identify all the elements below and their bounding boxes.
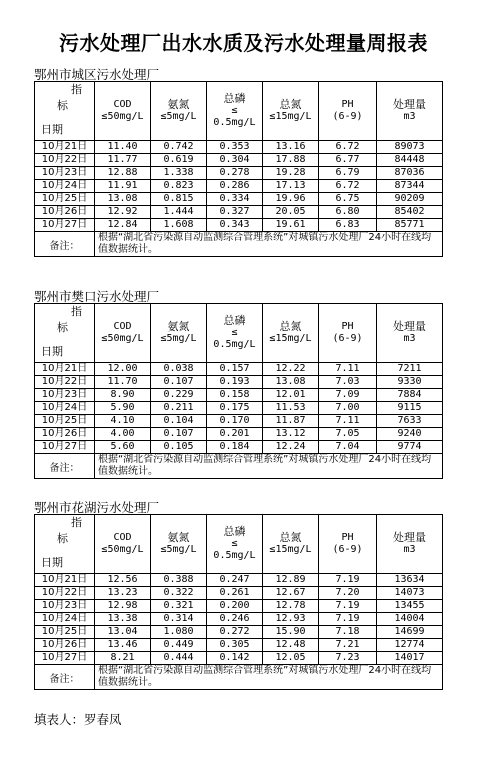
cell-total-nitrogen: 17.13 bbox=[263, 180, 319, 193]
cell-total-nitrogen: 17.88 bbox=[263, 154, 319, 167]
cell-ph: 7.09 bbox=[319, 389, 377, 402]
cell-volume: 14073 bbox=[377, 587, 443, 600]
table-row bbox=[35, 206, 443, 219]
cell-date: 10月23日 bbox=[35, 600, 95, 613]
header-line: COD bbox=[113, 321, 132, 332]
cell-ph: 7.19 bbox=[319, 600, 377, 613]
cell-cod: 13.38 bbox=[95, 613, 151, 626]
cell-total-nitrogen: 19.28 bbox=[263, 167, 319, 180]
cell-total-phosphorus: 0.304 bbox=[207, 154, 263, 167]
note-row bbox=[35, 665, 443, 690]
cell-date: 10月27日 bbox=[35, 652, 95, 665]
header-corner-label: 标 bbox=[57, 532, 68, 545]
cell-total-phosphorus: 0.272 bbox=[207, 626, 263, 639]
header-line: 处理量 bbox=[393, 98, 426, 111]
table-header-row bbox=[35, 515, 443, 574]
cell-volume: 7884 bbox=[377, 389, 443, 402]
cell-cod: 13.23 bbox=[95, 587, 151, 600]
header-corner bbox=[35, 515, 95, 574]
cell-total-phosphorus: 0.327 bbox=[207, 206, 263, 219]
header-volume bbox=[377, 82, 443, 141]
header-total-phosphorus bbox=[207, 515, 263, 574]
cell-total-phosphorus: 0.200 bbox=[207, 600, 263, 613]
cell-volume: 9240 bbox=[377, 428, 443, 441]
cell-total-nitrogen: 12.24 bbox=[263, 441, 319, 454]
table-row bbox=[35, 626, 443, 639]
header-total-nitrogen bbox=[263, 304, 319, 363]
cell-date: 10月25日 bbox=[35, 626, 95, 639]
header-line: (6-9) bbox=[332, 544, 363, 555]
header-line: 氨氮 bbox=[167, 98, 190, 111]
cell-total-phosphorus: 0.175 bbox=[207, 402, 263, 415]
cell-ammonia: 1.608 bbox=[151, 219, 207, 232]
table-row bbox=[35, 652, 443, 665]
cell-date: 10月21日 bbox=[35, 363, 95, 376]
cell-ph: 7.20 bbox=[319, 587, 377, 600]
cell-ammonia: 0.229 bbox=[151, 389, 207, 402]
cell-total-phosphorus: 0.246 bbox=[207, 613, 263, 626]
header-corner bbox=[35, 82, 95, 141]
header-line: 0.5mg/L bbox=[213, 550, 256, 561]
cell-date: 10月27日 bbox=[35, 219, 95, 232]
cell-volume: 12774 bbox=[377, 639, 443, 652]
cell-total-nitrogen: 12.78 bbox=[263, 600, 319, 613]
cell-cod: 13.04 bbox=[95, 626, 151, 639]
cell-total-phosphorus: 0.353 bbox=[207, 141, 263, 154]
header-corner-label: 指 bbox=[71, 305, 82, 318]
cell-cod: 13.46 bbox=[95, 639, 151, 652]
cell-date: 10月25日 bbox=[35, 193, 95, 206]
cell-volume: 87036 bbox=[377, 167, 443, 180]
table-row bbox=[35, 167, 443, 180]
cell-ph: 7.04 bbox=[319, 441, 377, 454]
note-text: 根据“湖北省污染源自动监测综合管理系统”对城镇污水处理厂24小时在线均值数据统计。 bbox=[95, 665, 443, 690]
cell-ammonia: 0.388 bbox=[151, 574, 207, 587]
header-line: PH bbox=[341, 321, 354, 332]
table-row bbox=[35, 389, 443, 402]
note-row bbox=[35, 232, 443, 257]
table-row bbox=[35, 154, 443, 167]
cell-ammonia: 0.742 bbox=[151, 141, 207, 154]
header-line: PH bbox=[341, 99, 354, 110]
section-title: 鄂州市城区污水处理厂 bbox=[34, 67, 160, 82]
cell-ammonia: 0.444 bbox=[151, 652, 207, 665]
cell-total-nitrogen: 19.61 bbox=[263, 219, 319, 232]
cell-cod: 8.90 bbox=[95, 389, 151, 402]
header-line: ≤50mg/L bbox=[101, 111, 144, 122]
page-title: 污水处理厂出水水质及污水处理量周报表 bbox=[59, 31, 428, 55]
header-cod bbox=[95, 515, 151, 574]
header-line: ≤15mg/L bbox=[269, 111, 312, 122]
cell-date: 10月24日 bbox=[35, 180, 95, 193]
cell-ammonia: 0.823 bbox=[151, 180, 207, 193]
header-line: ≤ bbox=[231, 105, 238, 116]
cell-ph: 7.03 bbox=[319, 376, 377, 389]
header-line: COD bbox=[113, 532, 132, 543]
cell-ammonia: 0.211 bbox=[151, 402, 207, 415]
header-corner-label: 日期 bbox=[41, 345, 63, 358]
cell-total-nitrogen: 11.53 bbox=[263, 402, 319, 415]
cell-ph: 7.21 bbox=[319, 639, 377, 652]
cell-total-phosphorus: 0.158 bbox=[207, 389, 263, 402]
cell-total-phosphorus: 0.261 bbox=[207, 587, 263, 600]
cell-ph: 6.83 bbox=[319, 219, 377, 232]
cell-total-nitrogen: 12.93 bbox=[263, 613, 319, 626]
cell-volume: 14004 bbox=[377, 613, 443, 626]
cell-date: 10月22日 bbox=[35, 587, 95, 600]
cell-ammonia: 0.815 bbox=[151, 193, 207, 206]
cell-total-nitrogen: 11.87 bbox=[263, 415, 319, 428]
header-total-phosphorus bbox=[207, 304, 263, 363]
cell-cod: 11.40 bbox=[95, 141, 151, 154]
cell-volume: 85402 bbox=[377, 206, 443, 219]
cell-total-nitrogen: 12.67 bbox=[263, 587, 319, 600]
cell-date: 10月24日 bbox=[35, 613, 95, 626]
cell-ph: 6.72 bbox=[319, 141, 377, 154]
cell-date: 10月21日 bbox=[35, 574, 95, 587]
cell-total-phosphorus: 0.305 bbox=[207, 639, 263, 652]
header-line: ≤50mg/L bbox=[101, 333, 144, 344]
cell-date: 10月26日 bbox=[35, 428, 95, 441]
cell-ammonia: 0.107 bbox=[151, 376, 207, 389]
cell-date: 10月21日 bbox=[35, 141, 95, 154]
cell-total-phosphorus: 0.142 bbox=[207, 652, 263, 665]
header-line: PH bbox=[341, 532, 354, 543]
cell-ammonia: 0.105 bbox=[151, 441, 207, 454]
header-line: 总磷 bbox=[223, 525, 246, 538]
header-line: m3 bbox=[403, 111, 416, 122]
cell-ph: 7.23 bbox=[319, 652, 377, 665]
cell-date: 10月23日 bbox=[35, 389, 95, 402]
cell-ph: 7.18 bbox=[319, 626, 377, 639]
note-row bbox=[35, 454, 443, 479]
cell-total-phosphorus: 0.334 bbox=[207, 193, 263, 206]
cell-ammonia: 0.107 bbox=[151, 428, 207, 441]
header-corner-label: 日期 bbox=[41, 123, 63, 136]
cell-ammonia: 1.080 bbox=[151, 626, 207, 639]
cell-cod: 13.08 bbox=[95, 193, 151, 206]
cell-cod: 4.10 bbox=[95, 415, 151, 428]
water-quality-table bbox=[34, 81, 443, 257]
header-total-phosphorus bbox=[207, 82, 263, 141]
header-corner-label: 标 bbox=[57, 99, 68, 112]
header-line: 总氮 bbox=[279, 320, 302, 333]
table-row bbox=[35, 415, 443, 428]
cell-total-nitrogen: 13.12 bbox=[263, 428, 319, 441]
cell-date: 10月25日 bbox=[35, 415, 95, 428]
cell-ammonia: 0.321 bbox=[151, 600, 207, 613]
cell-total-phosphorus: 0.193 bbox=[207, 376, 263, 389]
cell-total-phosphorus: 0.170 bbox=[207, 415, 263, 428]
table-row bbox=[35, 402, 443, 415]
cell-cod: 12.98 bbox=[95, 600, 151, 613]
note-label: 备注： bbox=[35, 232, 95, 257]
cell-total-phosphorus: 0.247 bbox=[207, 574, 263, 587]
table-row bbox=[35, 639, 443, 652]
header-total-nitrogen bbox=[263, 515, 319, 574]
cell-ammonia: 0.038 bbox=[151, 363, 207, 376]
cell-date: 10月24日 bbox=[35, 402, 95, 415]
table-row bbox=[35, 428, 443, 441]
cell-volume: 13634 bbox=[377, 574, 443, 587]
header-line: 0.5mg/L bbox=[213, 117, 256, 128]
cell-total-nitrogen: 12.89 bbox=[263, 574, 319, 587]
cell-ammonia: 0.104 bbox=[151, 415, 207, 428]
cell-volume: 13455 bbox=[377, 600, 443, 613]
cell-total-nitrogen: 15.90 bbox=[263, 626, 319, 639]
cell-ammonia: 0.322 bbox=[151, 587, 207, 600]
section-title: 鄂州市樊口污水处理厂 bbox=[34, 289, 160, 304]
header-line: ≤5mg/L bbox=[160, 111, 197, 122]
header-corner-label: 日期 bbox=[41, 556, 63, 569]
header-volume bbox=[377, 304, 443, 363]
header-line: ≤15mg/L bbox=[269, 333, 312, 344]
header-line: ≤ bbox=[231, 327, 238, 338]
cell-ph: 7.05 bbox=[319, 428, 377, 441]
cell-total-phosphorus: 0.201 bbox=[207, 428, 263, 441]
cell-date: 10月22日 bbox=[35, 154, 95, 167]
cell-total-nitrogen: 12.05 bbox=[263, 652, 319, 665]
table-row bbox=[35, 613, 443, 626]
cell-cod: 12.00 bbox=[95, 363, 151, 376]
table-row bbox=[35, 574, 443, 587]
cell-total-phosphorus: 0.286 bbox=[207, 180, 263, 193]
cell-ph: 7.11 bbox=[319, 363, 377, 376]
cell-total-nitrogen: 12.48 bbox=[263, 639, 319, 652]
cell-ph: 6.79 bbox=[319, 167, 377, 180]
header-ph bbox=[319, 515, 377, 574]
table-row bbox=[35, 587, 443, 600]
cell-cod: 11.70 bbox=[95, 376, 151, 389]
cell-ph: 6.75 bbox=[319, 193, 377, 206]
cell-date: 10月27日 bbox=[35, 441, 95, 454]
header-ph bbox=[319, 304, 377, 363]
cell-date: 10月23日 bbox=[35, 167, 95, 180]
cell-volume: 85771 bbox=[377, 219, 443, 232]
cell-volume: 9774 bbox=[377, 441, 443, 454]
cell-volume: 87344 bbox=[377, 180, 443, 193]
header-line: ≤ bbox=[231, 538, 238, 549]
cell-total-phosphorus: 0.343 bbox=[207, 219, 263, 232]
header-line: 处理量 bbox=[393, 320, 426, 333]
header-line: 处理量 bbox=[393, 531, 426, 544]
note-label: 备注： bbox=[35, 454, 95, 479]
table-row bbox=[35, 441, 443, 454]
note-label: 备注： bbox=[35, 665, 95, 690]
filler-label: 填表人：罗春凤 bbox=[34, 712, 122, 727]
cell-ph: 6.72 bbox=[319, 180, 377, 193]
table-row bbox=[35, 363, 443, 376]
header-corner-label: 指 bbox=[71, 516, 82, 529]
cell-cod: 12.84 bbox=[95, 219, 151, 232]
note-text: 根据“湖北省污染源自动监测综合管理系统”对城镇污水处理厂24小时在线均值数据统计。 bbox=[95, 454, 443, 479]
header-line: 氨氮 bbox=[167, 320, 190, 333]
table-row bbox=[35, 180, 443, 193]
table-header-row bbox=[35, 82, 443, 141]
header-line: ≤5mg/L bbox=[160, 544, 197, 555]
cell-volume: 7211 bbox=[377, 363, 443, 376]
table-row bbox=[35, 219, 443, 232]
table-row bbox=[35, 600, 443, 613]
cell-ph: 7.19 bbox=[319, 574, 377, 587]
header-line: (6-9) bbox=[332, 333, 363, 344]
cell-ammonia: 0.314 bbox=[151, 613, 207, 626]
header-total-nitrogen bbox=[263, 82, 319, 141]
table-row bbox=[35, 193, 443, 206]
header-cod bbox=[95, 304, 151, 363]
cell-ph: 7.00 bbox=[319, 402, 377, 415]
section-title: 鄂州市花湖污水处理厂 bbox=[34, 500, 160, 515]
cell-ph: 6.80 bbox=[319, 206, 377, 219]
cell-total-phosphorus: 0.184 bbox=[207, 441, 263, 454]
cell-cod: 11.91 bbox=[95, 180, 151, 193]
header-volume bbox=[377, 515, 443, 574]
table-row bbox=[35, 376, 443, 389]
header-ph bbox=[319, 82, 377, 141]
cell-ph: 7.19 bbox=[319, 613, 377, 626]
cell-total-nitrogen: 20.05 bbox=[263, 206, 319, 219]
cell-total-nitrogen: 19.96 bbox=[263, 193, 319, 206]
header-line: ≤5mg/L bbox=[160, 333, 197, 344]
cell-volume: 9330 bbox=[377, 376, 443, 389]
header-line: COD bbox=[113, 99, 132, 110]
cell-total-nitrogen: 12.01 bbox=[263, 389, 319, 402]
cell-ammonia: 0.449 bbox=[151, 639, 207, 652]
cell-date: 10月22日 bbox=[35, 376, 95, 389]
cell-ammonia: 1.338 bbox=[151, 167, 207, 180]
water-quality-table bbox=[34, 514, 443, 690]
cell-ammonia: 0.619 bbox=[151, 154, 207, 167]
header-corner-label: 指 bbox=[71, 83, 82, 96]
cell-volume: 14699 bbox=[377, 626, 443, 639]
header-corner bbox=[35, 304, 95, 363]
cell-cod: 5.90 bbox=[95, 402, 151, 415]
header-line: 总氮 bbox=[279, 98, 302, 111]
header-line: m3 bbox=[403, 333, 416, 344]
cell-volume: 90209 bbox=[377, 193, 443, 206]
note-text: 根据“湖北省污染源自动监测综合管理系统”对城镇污水处理厂24小时在线均值数据统计。 bbox=[95, 232, 443, 257]
cell-volume: 84448 bbox=[377, 154, 443, 167]
cell-volume: 9115 bbox=[377, 402, 443, 415]
cell-cod: 12.92 bbox=[95, 206, 151, 219]
cell-cod: 12.88 bbox=[95, 167, 151, 180]
cell-cod: 4.00 bbox=[95, 428, 151, 441]
header-line: 总磷 bbox=[223, 314, 246, 327]
cell-date: 10月26日 bbox=[35, 206, 95, 219]
header-line: (6-9) bbox=[332, 111, 363, 122]
header-ammonia bbox=[151, 304, 207, 363]
header-corner-label: 标 bbox=[57, 321, 68, 334]
header-cod bbox=[95, 82, 151, 141]
cell-total-nitrogen: 13.16 bbox=[263, 141, 319, 154]
cell-date: 10月26日 bbox=[35, 639, 95, 652]
cell-total-phosphorus: 0.157 bbox=[207, 363, 263, 376]
cell-total-nitrogen: 13.08 bbox=[263, 376, 319, 389]
cell-total-nitrogen: 12.22 bbox=[263, 363, 319, 376]
header-ammonia bbox=[151, 515, 207, 574]
header-line: ≤50mg/L bbox=[101, 544, 144, 555]
water-quality-table bbox=[34, 303, 443, 479]
cell-volume: 14017 bbox=[377, 652, 443, 665]
cell-cod: 12.56 bbox=[95, 574, 151, 587]
cell-volume: 89073 bbox=[377, 141, 443, 154]
cell-cod: 8.21 bbox=[95, 652, 151, 665]
table-row bbox=[35, 141, 443, 154]
cell-total-phosphorus: 0.278 bbox=[207, 167, 263, 180]
cell-volume: 7633 bbox=[377, 415, 443, 428]
cell-ph: 6.77 bbox=[319, 154, 377, 167]
cell-cod: 11.77 bbox=[95, 154, 151, 167]
cell-ammonia: 1.444 bbox=[151, 206, 207, 219]
header-line: 0.5mg/L bbox=[213, 339, 256, 350]
table-header-row bbox=[35, 304, 443, 363]
header-line: 总磷 bbox=[223, 92, 246, 105]
header-ammonia bbox=[151, 82, 207, 141]
header-line: m3 bbox=[403, 544, 416, 555]
cell-cod: 5.60 bbox=[95, 441, 151, 454]
header-line: 氨氮 bbox=[167, 531, 190, 544]
header-line: 总氮 bbox=[279, 531, 302, 544]
cell-ph: 7.11 bbox=[319, 415, 377, 428]
header-line: ≤15mg/L bbox=[269, 544, 312, 555]
